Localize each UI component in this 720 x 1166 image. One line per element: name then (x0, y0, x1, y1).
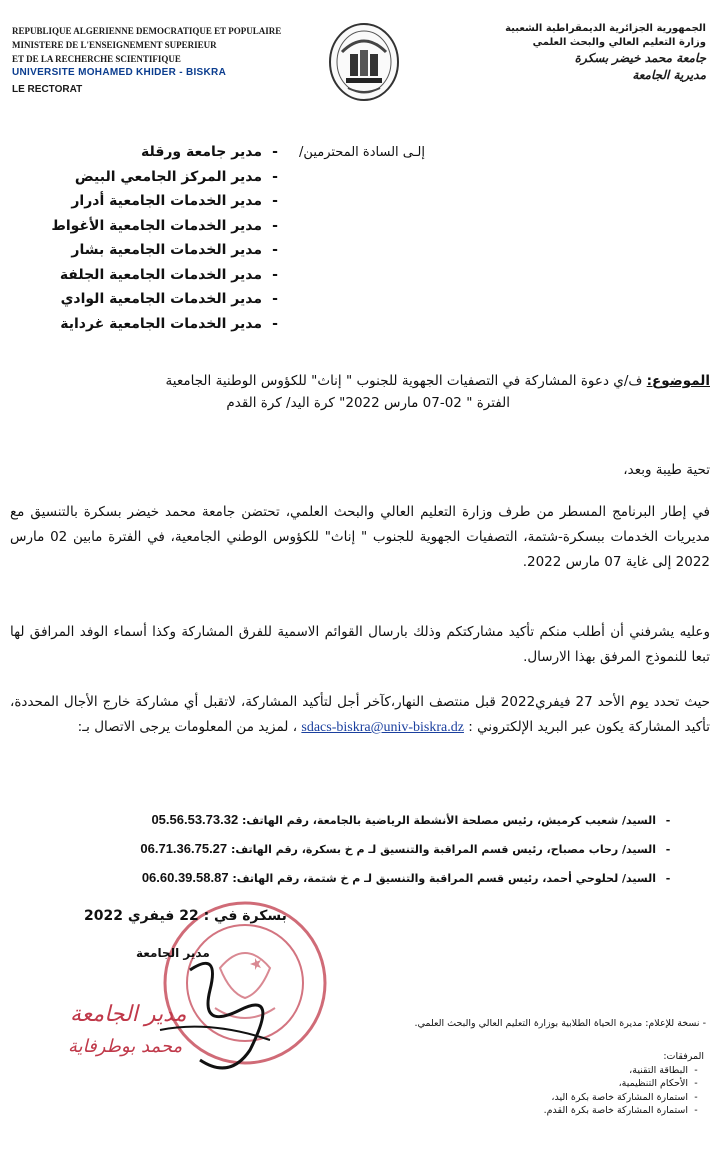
header-ar-line: وزارة التعليم العالي والبحث العلمي (532, 37, 706, 48)
signatory-title: مدير الجامعة (136, 946, 210, 960)
addressee-list (28, 140, 288, 336)
header-fr-university: UNIVERSITE MOHAMED KHIDER - BISKRA (12, 67, 227, 78)
header-ar-rectorat: مديرية الجامعة (632, 68, 706, 82)
subject-text: ف/ي دعوة المشاركة في التصفيات الجهوية للجنوب " إناث" للكؤوس الوطنية الجامعية (165, 373, 647, 389)
subject-line1 (10, 370, 710, 392)
contact-item: -السيد/ لحلوحي أحمد، رئيس قسم المراقبة والتنسيق لـ م خ شتمة، رقم الهاتف: 06.60.39.58.87 (141, 870, 671, 885)
header-fr-line: ET DE LA RECHERCHE SCIENTIFIQUE (12, 54, 181, 64)
copy-note: - نسخة للإعلام: مديرة الحياة الطلابية بوزارة التعليم العالي والبحث العلمي. (414, 1018, 706, 1029)
subject-key: الموضوع: (646, 373, 710, 389)
paragraph-3-text: حيث تحدد يوم الأحد 27 فيفري2022 قبل منتصف النهار،كآخر أجل لتأكيد المشاركة، لاتقبل أي مشاركة خارج الأجال المحددة، تأكيد المشاركة يكون عبر البريد الإلكتروني : (10, 694, 710, 735)
subject (10, 370, 710, 414)
addressee-item: -مدير الخدمات الجامعية أدرار (71, 193, 278, 209)
attachments-title: المرفقات: (663, 1051, 704, 1062)
contact-list (80, 806, 680, 893)
header-fr-rectorat: LE RECTORAT (12, 84, 83, 95)
paragraph-1: في إطار البرنامج المسطر من طرف وزارة التعليم العالي والبحث العلمي، تحتضن جامعة محمد خيضر بسكرة بالتنسيق مع مديريات الخدمات ببسكرة-شتمة، التصفيات الجهوية للجنوب " إناث" للكؤوس الوطني الجامعية، في الفترة مابين 02 مارس 2022 إلى غاية 07 مارس 2022. (10, 504, 710, 570)
addressee-item: -مدير الخدمات الجامعية الأغواط (51, 217, 278, 234)
addressee-label: إلـى السادة المحترمين/ (299, 145, 425, 160)
addressee-item: -مدير المركز الجامعي البيض (74, 168, 278, 185)
addressee-item: -مدير جامعة ورقلة (140, 144, 278, 160)
paragraph-3 (10, 690, 710, 740)
email-link[interactable]: sdacs-biskra@univ-biskra.dz (301, 720, 464, 735)
handwritten-name: محمد بوطرفاية (68, 1036, 183, 1057)
contact-item: -السيد/ شعيب كرميش، رئيس مصلحة الأنشطة الرياضية بالجامعة، رقم الهاتف: 05.56.53.73.32 (151, 812, 671, 827)
university-logo (328, 22, 400, 102)
attachment-item: -استمارة المشاركة خاصة بكرة اليد، (551, 1091, 698, 1103)
addressee-item: -مدير الخدمات الجامعية الجلفة (59, 266, 278, 283)
addressee-item: -مدير الخدمات الجامعية الوادي (60, 291, 278, 307)
paragraph-3-tail: ، لمزيد من المعلومات يرجى الاتصال بـ: (77, 719, 302, 735)
header-french (12, 24, 332, 97)
handwritten-title: مدير الجامعة (70, 1002, 187, 1027)
header-ar-university: جامعة محمد خيضر بسكرة (574, 51, 706, 65)
addressee-item: -مدير الخدمات الجامعية بشار (71, 242, 278, 258)
attachment-item: -استمارة المشاركة خاصة بكرة القدم. (543, 1105, 698, 1116)
header-ar-line: الجمهورية الجزائرية الديمقراطية الشعبية (505, 23, 706, 34)
header-fr-line: REPUBLIQUE ALGERIENNE DEMOCRATIQUE ET POPULAIRE (12, 26, 282, 36)
subject-line2: الفترة " 02-07 مارس 2022" كرة اليد/ كرة القدم (226, 395, 510, 411)
attachment-item: -الأحكام التنظيمية، (618, 1078, 698, 1089)
contact-phone: 06.60.39.58.87 (141, 870, 229, 885)
contact-phone: 05.56.53.73.32 (151, 812, 239, 827)
addressee-item: -مدير الخدمات الجامعية غرداية (60, 315, 278, 332)
attachment-item: -البطاقة التقنية، (629, 1064, 698, 1076)
attachments (504, 1050, 704, 1118)
header-arabic (436, 22, 706, 84)
contact-phone: 06.71.36.75.27 (140, 841, 228, 856)
greeting: تحية طيبة وبعد، (623, 462, 710, 478)
header-fr-line: MINISTERE DE L'ENSEIGNEMENT SUPERIEUR (12, 40, 217, 50)
contact-item: -السيد/ رحاب مصباح، رئيس قسم المراقبة والتنسيق لـ م خ بسكرة، رقم الهاتف: 06.71.36.75.27 (140, 841, 671, 856)
paragraph-2: وعليه يشرفني أن أطلب منكم تأكيد مشاركتكم وذلك بارسال القوائم الاسمية للفرق المشاركة وكذا أسماء الوفد المرافق لها تبعا للنموذج المرفق بهذا الارسال. (10, 624, 710, 665)
date-line: بسكرة في : 22 فيفري 2022 (84, 908, 287, 924)
